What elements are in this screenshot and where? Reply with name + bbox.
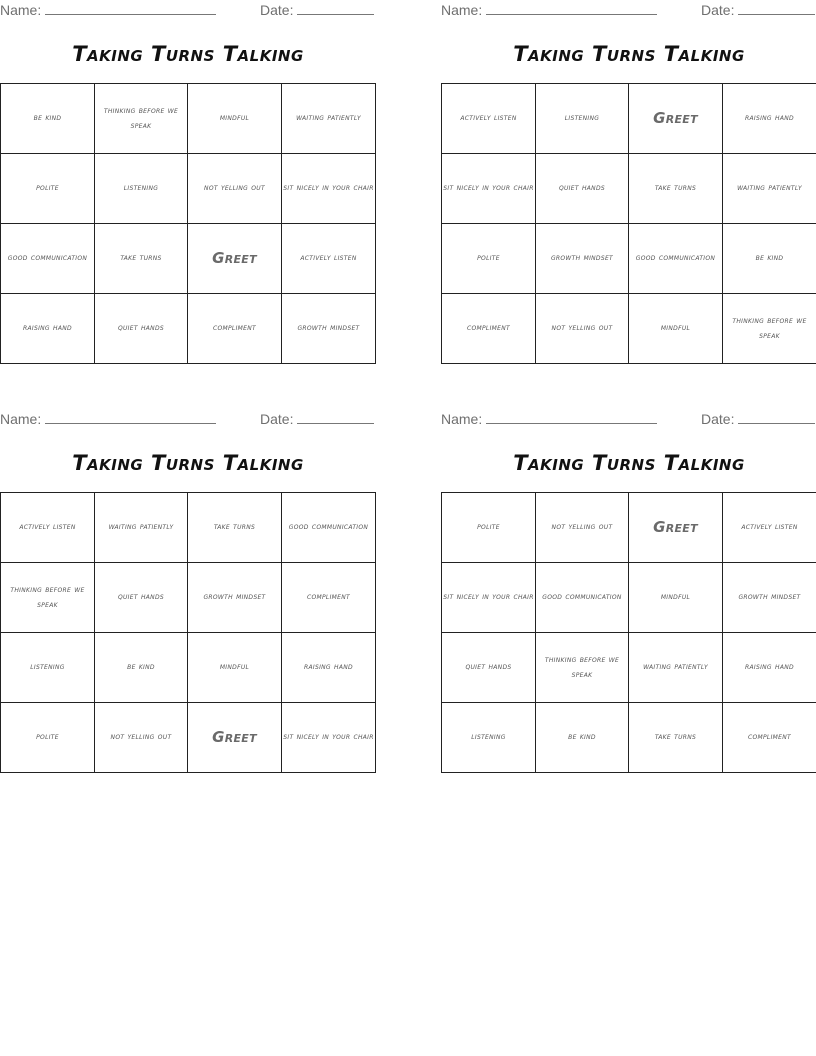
bingo-cell: take turns — [95, 224, 188, 294]
bingo-cell: raising hand — [723, 633, 816, 703]
card-title: Taking Turns Talking — [72, 42, 304, 66]
bingo-cell: sit nicely in your chair — [282, 154, 376, 224]
name-blank-line[interactable] — [486, 2, 657, 15]
bingo-cell: actively listen — [1, 493, 95, 563]
bingo-cell: mindful — [629, 563, 723, 633]
name-blank-line[interactable] — [486, 411, 657, 424]
bingo-cell: sit nicely in your chair — [442, 154, 536, 224]
bingo-cell: take turns — [188, 493, 282, 563]
card-title: Taking Turns Talking — [72, 451, 304, 475]
bingo-cell: sit nicely in your chair — [442, 563, 536, 633]
bingo-cell: quiet hands — [536, 154, 629, 224]
bingo-cell: good communication — [629, 224, 723, 294]
bingo-cell: actively listen — [723, 493, 816, 563]
name-field[interactable] — [0, 2, 216, 18]
bingo-card — [0, 0, 376, 333]
bingo-cell: waiting patiently — [629, 633, 723, 703]
bingo-cell: quiet hands — [95, 294, 188, 364]
date-blank-line[interactable] — [297, 2, 374, 15]
bingo-grid — [441, 492, 816, 773]
bingo-cell: good communication — [282, 493, 376, 563]
date-blank-line[interactable] — [738, 2, 815, 15]
bingo-cell: mindful — [629, 294, 723, 364]
bingo-card — [441, 409, 816, 742]
date-blank-line[interactable] — [297, 411, 374, 424]
bingo-cell: listening — [536, 84, 629, 154]
bingo-cell: not yelling out — [536, 493, 629, 563]
name-field[interactable] — [441, 411, 657, 427]
date-label: Date: — [260, 411, 294, 427]
bingo-cell: polite — [442, 493, 536, 563]
date-label: Date: — [701, 411, 735, 427]
bingo-cell: thinking before we speak — [95, 84, 188, 154]
name-date-row — [441, 0, 816, 22]
bingo-cell: growth mindset — [536, 224, 629, 294]
bingo-cell: compliment — [282, 563, 376, 633]
bingo-cell: polite — [1, 154, 95, 224]
bingo-cell: thinking before we speak — [1, 563, 95, 633]
bingo-cell: raising hand — [1, 294, 95, 364]
bingo-cell: listening — [95, 154, 188, 224]
bingo-cell: be kind — [1, 84, 95, 154]
bingo-cell: listening — [442, 703, 536, 773]
bingo-cell: mindful — [188, 633, 282, 703]
card-title: Taking Turns Talking — [513, 42, 745, 66]
bingo-cell: quiet hands — [95, 563, 188, 633]
bingo-cell: sit nicely in your chair — [282, 703, 376, 773]
name-label: Name: — [441, 411, 483, 427]
name-date-row — [441, 409, 816, 431]
bingo-cell: raising hand — [723, 84, 816, 154]
card-title: Taking Turns Talking — [513, 451, 745, 475]
bingo-cell: compliment — [188, 294, 282, 364]
bingo-cell: actively listen — [282, 224, 376, 294]
name-blank-line[interactable] — [45, 2, 216, 15]
bingo-cell: not yelling out — [95, 703, 188, 773]
bingo-cell: polite — [442, 224, 536, 294]
bingo-cell: raising hand — [282, 633, 376, 703]
bingo-cell: waiting patiently — [723, 154, 816, 224]
bingo-cell: be kind — [95, 633, 188, 703]
date-label: Date: — [260, 2, 294, 18]
bingo-cell: actively listen — [442, 84, 536, 154]
bingo-cell: Greet — [629, 493, 723, 563]
bingo-cell: thinking before we speak — [536, 633, 629, 703]
name-field[interactable] — [441, 2, 657, 18]
date-label: Date: — [701, 2, 735, 18]
bingo-card — [441, 0, 816, 341]
name-date-row — [0, 409, 376, 431]
bingo-cell: waiting patiently — [95, 493, 188, 563]
date-field[interactable] — [260, 2, 374, 18]
bingo-cell: take turns — [629, 703, 723, 773]
date-field[interactable] — [701, 411, 815, 427]
name-label: Name: — [0, 2, 42, 18]
name-label: Name: — [441, 2, 483, 18]
name-blank-line[interactable] — [45, 411, 216, 424]
date-blank-line[interactable] — [738, 411, 815, 424]
bingo-cell: compliment — [442, 294, 536, 364]
bingo-grid — [441, 83, 816, 364]
bingo-cell: thinking before we speak — [723, 294, 816, 364]
bingo-cell: growth mindset — [723, 563, 816, 633]
name-field[interactable] — [0, 411, 216, 427]
name-label: Name: — [0, 411, 42, 427]
bingo-cell: not yelling out — [188, 154, 282, 224]
bingo-cell: Greet — [188, 224, 282, 294]
bingo-cell: Greet — [629, 84, 723, 154]
bingo-cell: not yelling out — [536, 294, 629, 364]
bingo-grid — [0, 83, 376, 364]
date-field[interactable] — [701, 2, 815, 18]
bingo-card — [0, 409, 376, 746]
name-date-row — [0, 0, 376, 22]
bingo-cell: compliment — [723, 703, 816, 773]
bingo-cell: mindful — [188, 84, 282, 154]
bingo-cell: good communication — [1, 224, 95, 294]
bingo-cell: polite — [1, 703, 95, 773]
bingo-cell: be kind — [536, 703, 629, 773]
bingo-cell: growth mindset — [188, 563, 282, 633]
bingo-cell: waiting patiently — [282, 84, 376, 154]
bingo-cell: take turns — [629, 154, 723, 224]
bingo-cell: quiet hands — [442, 633, 536, 703]
bingo-cell: growth mindset — [282, 294, 376, 364]
bingo-grid — [0, 492, 376, 773]
bingo-cell: be kind — [723, 224, 816, 294]
bingo-cell: listening — [1, 633, 95, 703]
date-field[interactable] — [260, 411, 374, 427]
bingo-cell: Greet — [188, 703, 282, 773]
bingo-cell: good communication — [536, 563, 629, 633]
